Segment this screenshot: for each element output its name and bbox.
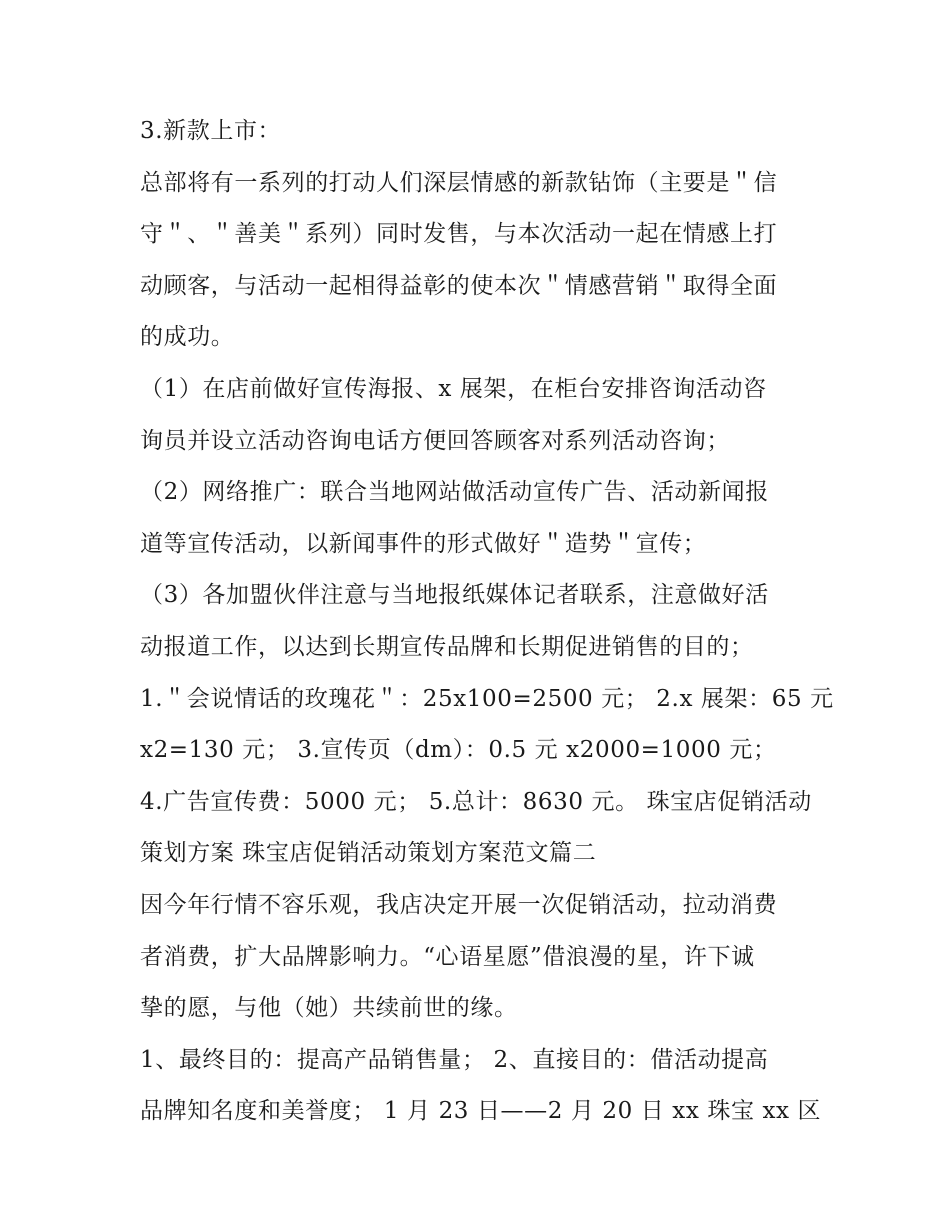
text-line: 询员并设立活动咨询电话方便回答顾客对系列活动咨询； xyxy=(140,427,730,454)
text-line: x2=130 元； 3.宣传页（dm）：0.5 元 x2000=1000 元； xyxy=(140,737,777,764)
text-line: 挚的愿，与他（她）共续前世的缘。 xyxy=(140,995,518,1022)
text-line: 1.＂会说情话的玫瑰花＂：25x100=2500 元； 2.x 展架：65 元 xyxy=(140,685,834,712)
text-line: 的成功。 xyxy=(140,324,235,351)
text-line: 1、最终目的：提高产品销售量； 2、直接目的：借活动提高 xyxy=(140,1046,769,1073)
text-line: （3）各加盟伙伴注意与当地报纸媒体记者联系，注意做好活 xyxy=(140,582,769,609)
text-line: 4.广告宣传费：5000 元； 5.总计：8630 元。 珠宝店促销活动 xyxy=(140,788,812,815)
text-line: 策划方案 珠宝店促销活动策划方案范文篇二 xyxy=(140,840,597,867)
text-line: 品牌知名度和美誉度； 1 月 23 日——2 月 20 日 xx 珠宝 xx 区 xyxy=(140,1098,822,1125)
text-line: （2）网络推广：联合当地网站做活动宣传广告、活动新闻报 xyxy=(140,479,769,506)
document-body xyxy=(140,110,834,1142)
text-line: 总部将有一系列的打动人们深层情感的新款钻饰（主要是＂信 xyxy=(140,169,778,196)
text-line: 动报道工作，以达到长期宣传品牌和长期促进销售的目的； xyxy=(140,633,754,660)
text-line: 动顾客，与活动一起相得益彰的使本次＂情感营销＂取得全面 xyxy=(140,272,778,299)
text-line: 3.新款上市： xyxy=(140,118,282,144)
text-line: （1）在店前做好宣传海报、x 展架，在柜台安排咨询活动咨 xyxy=(140,375,767,402)
text-line: 因今年行情不容乐观，我店决定开展一次促销活动，拉动消费 xyxy=(140,891,778,918)
text-line: 守＂、＂善美＂系列）同时发售，与本次活动一起在情感上打 xyxy=(140,221,778,248)
text-line: 道等宣传活动，以新闻事件的形式做好＂造势＂宣传； xyxy=(140,530,707,557)
text-line: 者消费，扩大品牌影响力。“心语星愿”借浪漫的星，许下诚 xyxy=(140,943,755,970)
